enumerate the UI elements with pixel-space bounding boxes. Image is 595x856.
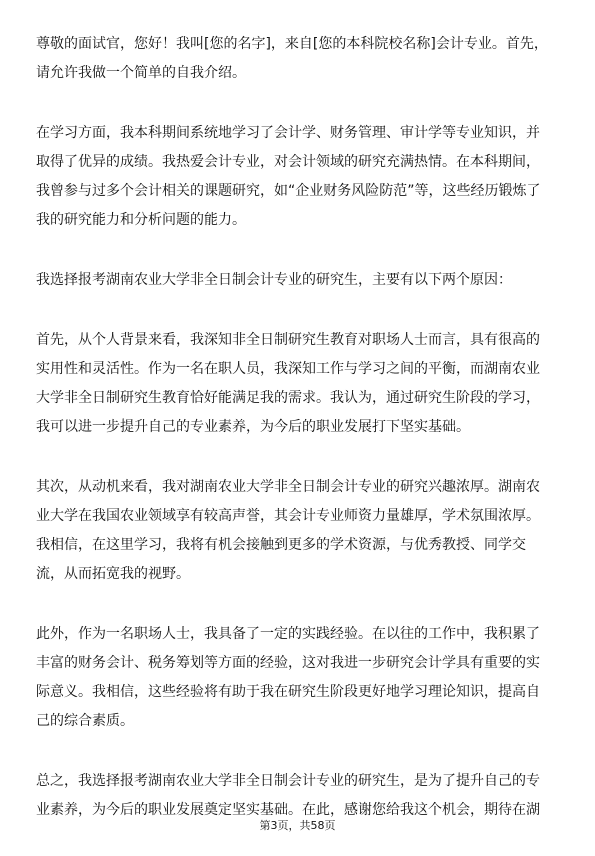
paragraph-experience [36,620,558,736]
paragraph-conclusion [36,767,558,825]
page-number-footer: 第3页，共58页 [259,819,336,832]
text-line: 己的综合素质。 [36,713,134,729]
text-line: 流，从而拓宽我的视野。 [36,566,190,582]
text-line: 我可以进一步提升自己的专业素养，为今后的职业发展打下坚实基础。 [36,419,470,435]
text-line: 丰富的财务会计、税务筹划等方面的经验，这对我进一步研究会计学具有重要的实 [36,655,540,671]
text-line: 尊敬的面试官，您好！我叫[您的名字]，来自[您的本科院校名称]会计专业。首先， [36,36,548,52]
text-line: 际意义。我相信，这些经验将有助于我在研究生阶段更好地学习理论知识，提高自 [36,684,540,700]
text-line: 我曾参与过多个会计相关的课题研究，如“企业财务风险防范”等，这些经历锻炼了 [36,183,541,199]
text-line: 业大学在我国农业领域享有较高声誉，其会计专业师资力量雄厚，学术氛围浓厚。 [36,508,540,524]
document-body [36,30,558,856]
paragraph-reason-first [36,326,558,442]
text-line: 首先，从个人背景来看，我深知非全日制研究生教育对职场人士而言，具有很高的 [36,332,540,348]
text-line: 此外，作为一名职场人士，我具备了一定的实践经验。在以往的工作中，我积累了 [36,626,540,642]
text-line: 我的研究能力和分析问题的能力。 [36,212,246,228]
text-line: 业素养，为今后的职业发展奠定坚实基础。在此，感谢您给我这个机会，期待在湖 [36,802,540,818]
text-line: 请允许我做一个简单的自我介绍。 [36,65,246,81]
text-line: 我选择报考湖南农业大学非全日制会计专业的研究生，主要有以下两个原因： [36,272,512,288]
paragraph-reason-second [36,473,558,589]
text-line: 大学非全日制研究生教育恰好能满足我的需求。我认为，通过研究生阶段的学习， [36,390,540,406]
text-line: 我相信，在这里学习，我将有机会接触到更多的学术资源，与优秀教授、同学交 [36,537,526,553]
text-line: 其次，从动机来看，我对湖南农业大学非全日制会计专业的研究兴趣浓厚。湖南农 [36,479,540,495]
text-line: 总之，我选择报考湖南农业大学非全日制会计专业的研究生，是为了提升自己的专 [36,773,540,789]
paragraph-study [36,119,558,235]
paragraph-greeting [36,30,558,88]
text-line: 在学习方面，我本科期间系统地学习了会计学、财务管理、审计学等专业知识，并 [36,125,540,141]
text-line: 实用性和灵活性。作为一名在职人员，我深知工作与学习之间的平衡，而湖南农业 [36,361,540,377]
text-line: 取得了优异的成绩。我热爱会计专业，对会计领域的研究充满热情。在本科期间， [36,154,540,170]
paragraph-reasons-intro [36,266,558,295]
